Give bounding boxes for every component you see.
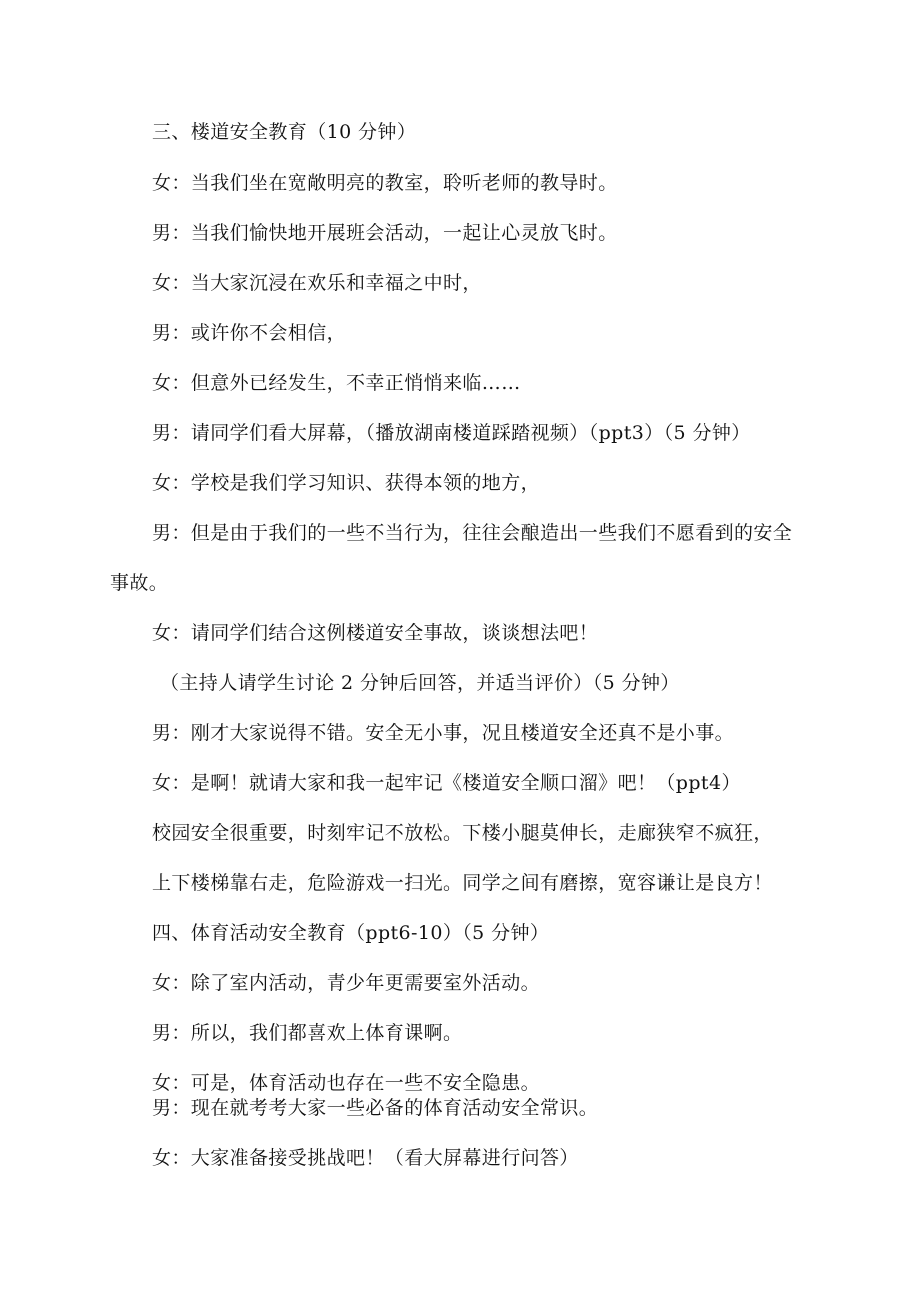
section-heading: 四、体育活动安全教育（ppt6-10）（5 分钟） [152,922,550,944]
dialogue-line: 男：刚才大家说得不错。安全无小事，况且楼道安全还真不是小事。 [152,722,735,744]
dialogue-line: 女：当我们坐在宽敞明亮的教室，聆听老师的教导时。 [152,172,618,194]
dialogue-line: 男：或许你不会相信， [152,322,347,344]
stage-direction: （主持人请学生讨论 2 分钟后回答，并适当评价）（5 分钟） [160,672,680,694]
dialogue-line: 女：学校是我们学习知识、获得本领的地方， [152,472,541,494]
dialogue-line: 女：可是，体育活动也存在一些不安全隐患。 [152,1072,541,1094]
rhyme-line: 校园安全很重要，时刻牢记不放松。下楼小腿莫伸长，走廊狭窄不疯狂， [152,822,773,844]
dialogue-line: 男：所以，我们都喜欢上体育课啊。 [152,1022,463,1044]
dialogue-line: 女：大家准备接受挑战吧！（看大屏幕进行问答） [152,1147,579,1169]
dialogue-line: 女：请同学们结合这例楼道安全事故，谈谈想法吧！ [152,622,599,644]
section-heading: 三、楼道安全教育（10 分钟） [152,121,417,143]
dialogue-line: 女：除了室内活动，青少年更需要室外活动。 [152,972,541,994]
rhyme-line: 上下楼梯靠右走，危险游戏一扫光。同学之间有磨擦，宽容谦让是良方！ [152,872,773,894]
dialogue-line: 男：请同学们看大屏幕，（播放湖南楼道踩踏视频）（ppt3）（5 分钟） [152,422,751,444]
dialogue-line: 男：当我们愉快地开展班会活动，一起让心灵放飞时。 [152,222,618,244]
dialogue-line: 男：现在就考考大家一些必备的体育活动安全常识。 [152,1097,599,1119]
dialogue-line: 女：是啊！就请大家和我一起牢记《楼道安全顺口溜》吧！（ppt4） [152,772,741,794]
dialogue-line: 女：当大家沉浸在欢乐和幸福之中时， [152,272,482,294]
dialogue-paragraph: 男：但是由于我们的一些不当行为，往往会酿造出一些我们不愿看到的安全事故。 [110,522,793,594]
dialogue-line: 女：但意外已经发生，不幸正悄悄来临…… [152,372,521,394]
